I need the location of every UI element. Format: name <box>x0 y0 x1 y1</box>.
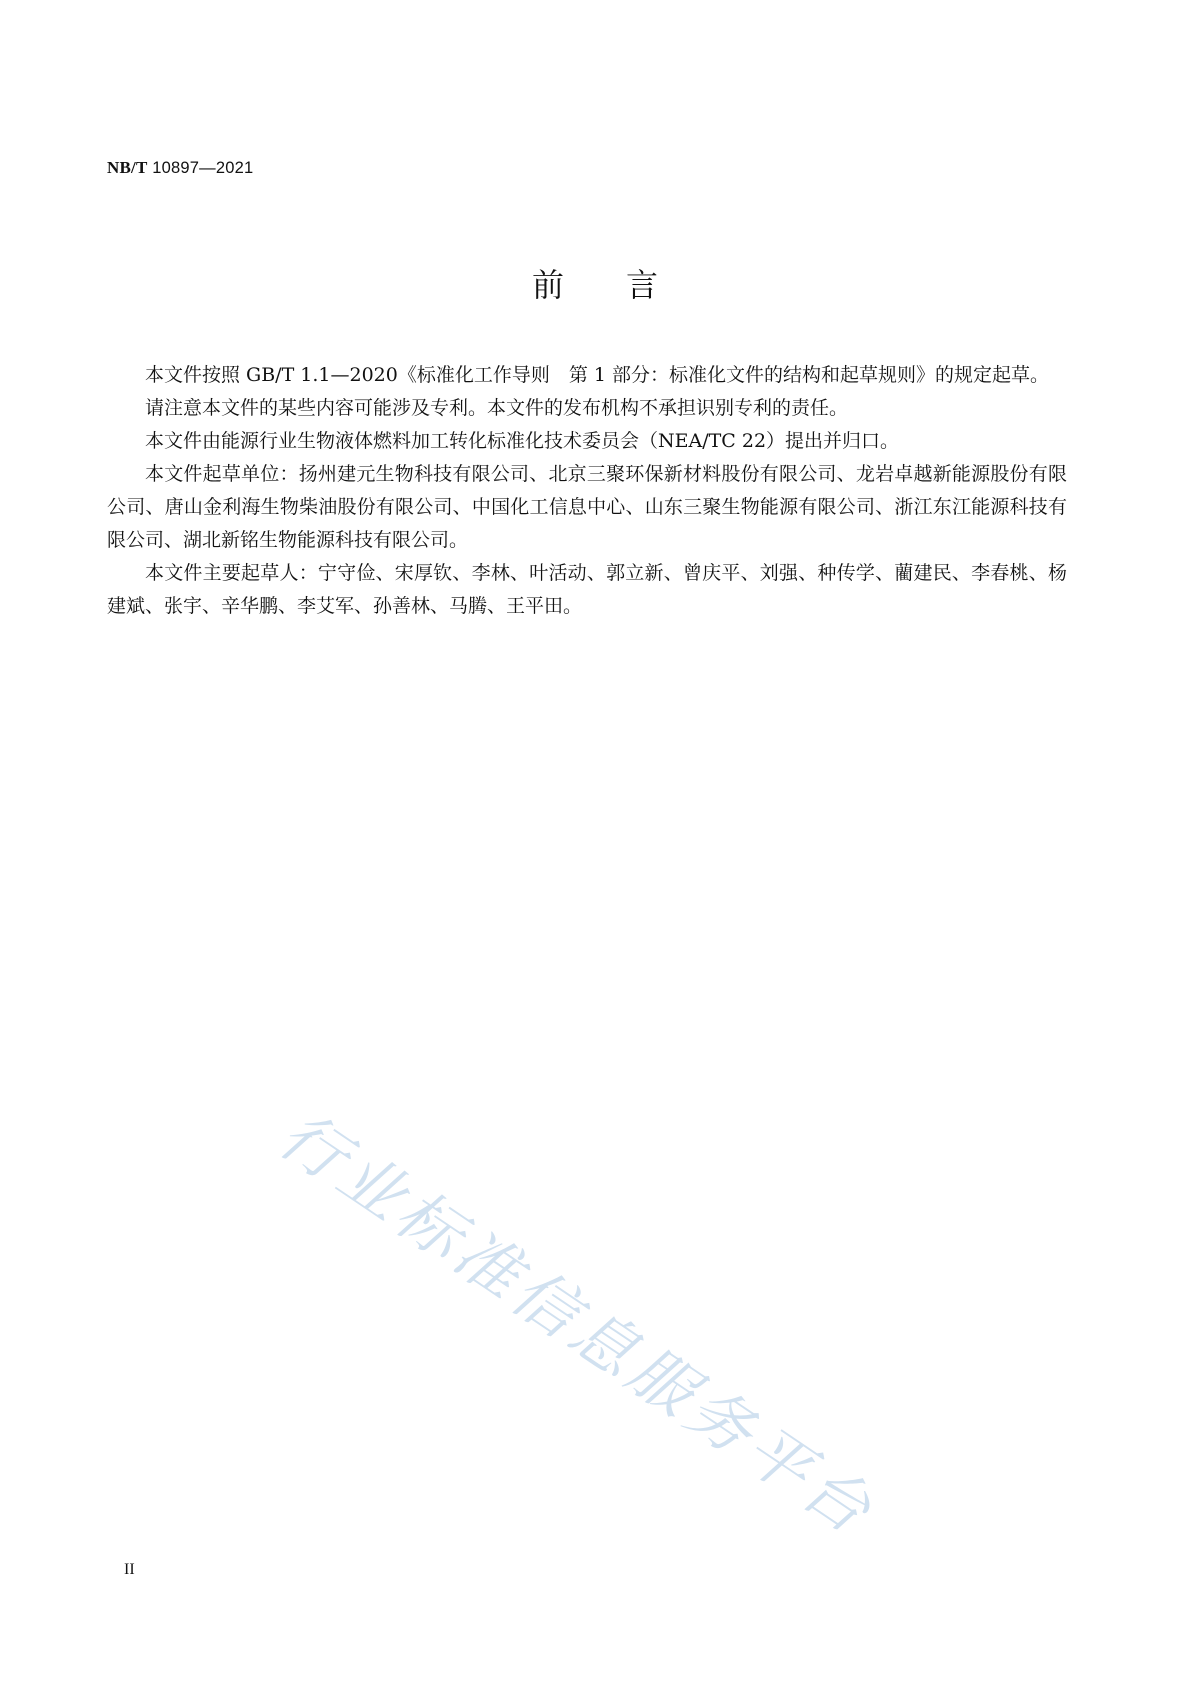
paragraph-patent-notice: 请注意本文件的某些内容可能涉及专利。本文件的发布机构不承担识别专利的责任。 <box>145 397 849 419</box>
document-code <box>107 158 253 178</box>
page-title: 前言 <box>531 266 720 304</box>
paragraph-drafting-units: 本文件起草单位：扬州建元生物科技有限公司、北京三聚环保新材料股份有限公司、龙岩卓越新能源股份有限公司、唐山金利海生物柴油股份有限公司、中国化工信息中心、山东三聚生物能源有限公司、浙江东江能源科技有限公司、湖北新铭生物能源科技有限公司。 <box>107 463 1067 551</box>
paragraph-drafting-basis: 本文件按照 GB/T 1.1—2020《标准化工作导则 第 1 部分：标准化文件的结构和起草规则》的规定起草。 <box>145 364 1050 386</box>
watermark: 行业标准信息服务平台 <box>265 1098 888 1552</box>
foreword-body <box>107 359 1067 623</box>
document-code-prefix: NB/T <box>107 158 148 177</box>
paragraph-proposer: 本文件由能源行业生物液体燃料加工转化标准化技术委员会（NEA/TC 22）提出并归口。 <box>145 430 900 452</box>
paragraph-drafters: 本文件主要起草人：宁守俭、宋厚钦、李林、叶活动、郭立新、曾庆平、刘强、种传学、藺建民、李春桃、杨建斌、张宇、辛华鹏、李艾军、孙善林、马腾、王平田。 <box>107 562 1067 617</box>
document-code-number: 10897—2021 <box>147 159 254 177</box>
page-number: II <box>124 1561 135 1578</box>
